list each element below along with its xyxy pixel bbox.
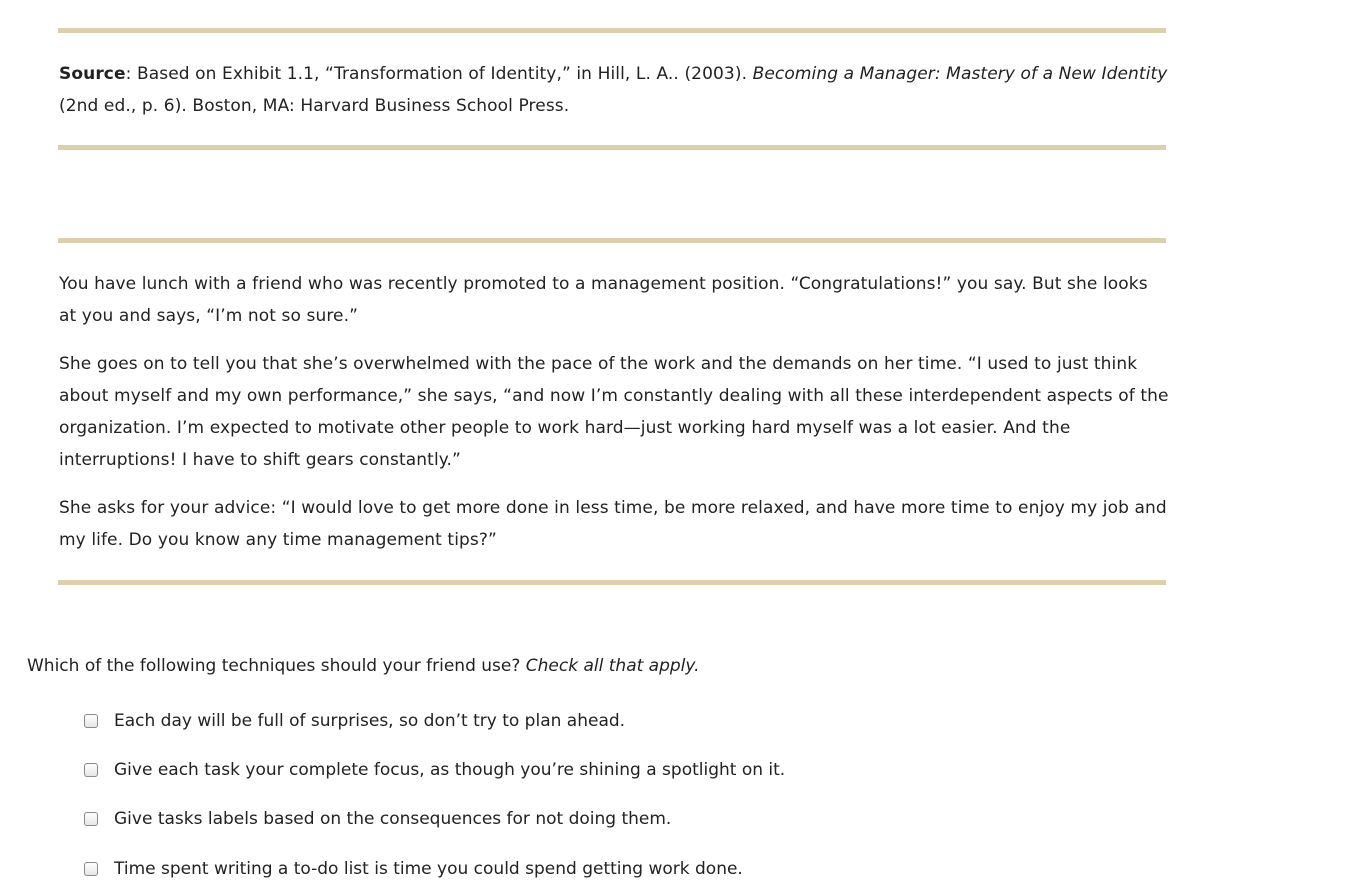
option-checkbox[interactable] [84,714,98,728]
scenario-text [59,268,1169,556]
question-text: Which of the following techniques should your friend use? [27,656,526,676]
option-checkbox[interactable] [84,812,98,826]
answer-option[interactable] [82,853,785,885]
divider-top [58,28,1166,33]
option-checkbox[interactable] [84,862,98,876]
answer-option[interactable] [82,705,785,737]
source-text: : Based on Exhibit 1.1, “Transformation of Identity,” in Hill, L. A.. (2003). [125,64,753,84]
answer-option[interactable] [82,754,785,786]
answer-option[interactable] [82,803,785,835]
scenario-paragraph: She asks for your advice: “I would love to get more done in less time, be more relaxed, and have more time to enjoy my job and my life. Do you know any time management tips?” [59,498,1167,550]
option-checkbox[interactable] [84,763,98,777]
question-prompt [27,650,700,682]
source-text-end: (2nd ed., p. 6). Boston, MA: Harvard Business School Press. [59,96,570,116]
option-label[interactable]: Give tasks labels based on the consequences for not doing them. [114,809,672,829]
divider-scenario-top [58,238,1166,243]
source-book-title: Becoming a Manager: Mastery of a New Identity [752,64,1168,84]
source-citation [59,58,1169,122]
answer-options [82,705,785,892]
option-label[interactable]: Each day will be full of surprises, so don’t try to plan ahead. [114,711,626,731]
divider-scenario-bottom [58,580,1166,585]
scenario-paragraph: She goes on to tell you that she’s overwhelmed with the pace of the work and the demands on her time. “I used to just think about myself and my own performance,” she says, “and now I’m constantly dealing with all these interdependent aspects of the organization. I’m expected to motivate other people to work hard—just working hard myself was a lot easier. And the interruptions! I have to shift gears constantly.” [59,354,1169,470]
option-label[interactable]: Time spent writing a to-do list is time you could spend getting work done. [114,859,743,879]
question-instruction: Check all that apply. [525,656,700,676]
source-label: Source [59,64,126,84]
option-label[interactable]: Give each task your complete focus, as though you’re shining a spotlight on it. [114,760,786,780]
scenario-paragraph: You have lunch with a friend who was recently promoted to a management position. “Congratulations!” you say. But she looks at you and says, “I’m not so sure.” [59,274,1148,326]
divider-source-bottom [58,145,1166,150]
